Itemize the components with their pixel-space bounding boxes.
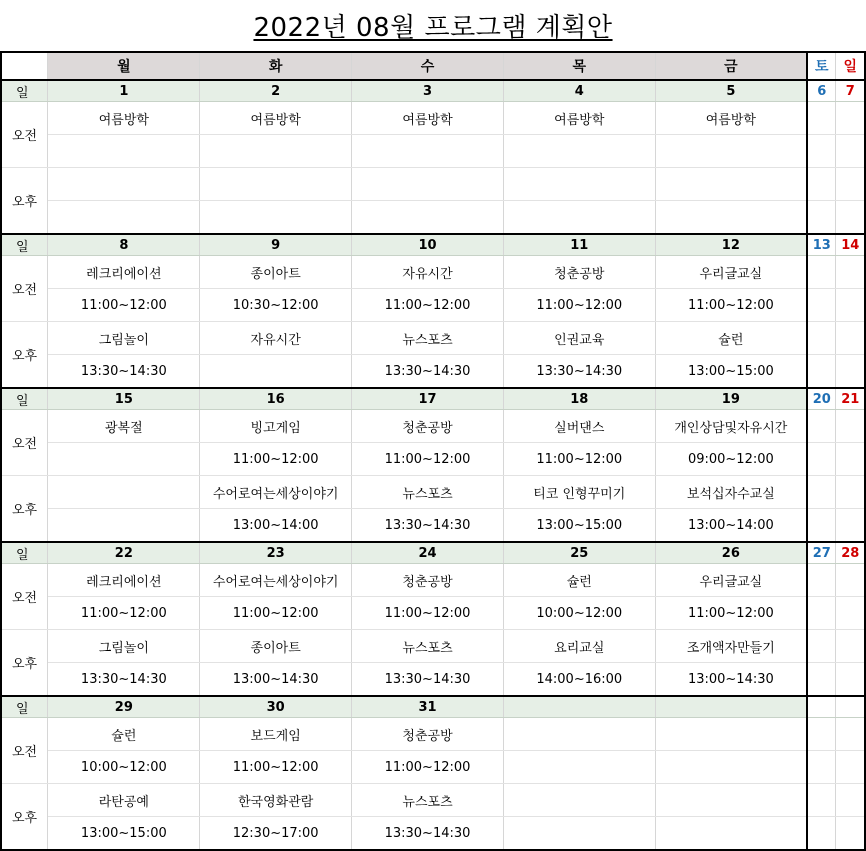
program-cell-thu[interactable]: 인권교육 (503, 322, 655, 355)
time-cell-tue[interactable]: 11:00~12:00 (200, 751, 352, 784)
time-cell-tue[interactable] (200, 355, 352, 389)
saturday-cell[interactable] (807, 168, 836, 201)
sunday-cell[interactable] (836, 597, 865, 630)
date-saturday[interactable]: 13 (807, 234, 836, 256)
date-thu[interactable] (503, 696, 655, 718)
date-tue[interactable]: 30 (200, 696, 352, 718)
time-cell-thu[interactable]: 11:00~12:00 (503, 289, 655, 322)
saturday-cell[interactable] (807, 256, 836, 289)
sunday-cell[interactable] (836, 443, 865, 476)
am-program-row (1, 564, 865, 597)
sunday-cell[interactable] (836, 817, 865, 851)
time-cell-mon[interactable]: 10:00~12:00 (48, 751, 200, 784)
date-thu[interactable]: 25 (503, 542, 655, 564)
time-cell-thu[interactable] (503, 817, 655, 851)
saturday-cell[interactable] (807, 443, 836, 476)
program-cell-tue[interactable]: 한국영화관람 (200, 784, 352, 817)
program-cell-thu[interactable] (503, 168, 655, 201)
am-program-row (1, 410, 865, 443)
program-cell-wed[interactable] (352, 168, 504, 201)
sunday-cell[interactable] (836, 135, 865, 168)
am-label[interactable]: 오전 (1, 256, 48, 322)
date-row (1, 542, 865, 564)
program-cell-mon[interactable]: 라탄공예 (48, 784, 200, 817)
sunday-cell[interactable] (836, 322, 865, 355)
saturday-cell[interactable] (807, 784, 836, 817)
sunday-cell[interactable] (836, 102, 865, 135)
schedule-table (0, 51, 866, 851)
sunday-cell[interactable] (836, 509, 865, 543)
date-saturday[interactable]: 27 (807, 542, 836, 564)
sunday-cell[interactable] (836, 201, 865, 235)
page-title (0, 0, 866, 50)
pm-time-row (1, 201, 865, 235)
header-corner-cell[interactable] (1, 52, 48, 80)
date-saturday[interactable] (807, 696, 836, 718)
date-row (1, 388, 865, 410)
header-tuesday[interactable]: 화 (200, 52, 352, 80)
header-saturday[interactable]: 토 (807, 52, 836, 80)
page-title-text: 2022년 08월 프로그램 계획안 (253, 12, 613, 43)
time-cell-tue[interactable]: 13:00~14:00 (200, 509, 352, 543)
saturday-cell[interactable] (807, 718, 836, 751)
program-cell-mon[interactable]: 그림놀이 (48, 630, 200, 663)
time-cell-thu[interactable]: 13:30~14:30 (503, 355, 655, 389)
saturday-cell[interactable] (807, 135, 836, 168)
saturday-cell[interactable] (807, 102, 836, 135)
program-cell-tue[interactable]: 빙고게임 (200, 410, 352, 443)
date-tue[interactable]: 23 (200, 542, 352, 564)
time-cell-tue[interactable]: 10:30~12:00 (200, 289, 352, 322)
pm-label[interactable]: 오후 (1, 168, 48, 235)
time-cell-thu[interactable] (503, 135, 655, 168)
time-cell-tue[interactable] (200, 201, 352, 235)
time-cell-fri[interactable]: 13:00~14:00 (655, 509, 807, 543)
date-sunday[interactable] (836, 696, 865, 718)
header-friday[interactable]: 금 (655, 52, 807, 80)
program-cell-tue[interactable]: 종이아트 (200, 256, 352, 289)
time-cell-fri[interactable]: 13:00~15:00 (655, 355, 807, 389)
time-cell-tue[interactable] (200, 135, 352, 168)
program-cell-thu[interactable] (503, 718, 655, 751)
date-row (1, 234, 865, 256)
saturday-cell[interactable] (807, 751, 836, 784)
date-sunday[interactable]: 21 (836, 388, 865, 410)
program-cell-thu[interactable]: 요리교실 (503, 630, 655, 663)
pm-time-row (1, 355, 865, 389)
time-cell-wed[interactable]: 13:30~14:30 (352, 355, 504, 389)
date-row (1, 80, 865, 102)
am-time-row (1, 751, 865, 784)
sunday-cell[interactable] (836, 751, 865, 784)
program-cell-fri[interactable]: 여름방학 (655, 102, 807, 135)
date-fri[interactable]: 19 (655, 388, 807, 410)
sunday-cell[interactable] (836, 476, 865, 509)
saturday-cell[interactable] (807, 663, 836, 697)
day-label[interactable]: 일 (1, 696, 48, 718)
sunday-cell[interactable] (836, 663, 865, 697)
program-cell-wed[interactable]: 청춘공방 (352, 564, 504, 597)
date-fri[interactable]: 5 (655, 80, 807, 102)
program-cell-wed[interactable]: 뉴스포츠 (352, 322, 504, 355)
date-sunday[interactable]: 7 (836, 80, 865, 102)
time-cell-mon[interactable]: 13:30~14:30 (48, 355, 200, 389)
date-mon[interactable]: 8 (48, 234, 200, 256)
date-mon[interactable]: 22 (48, 542, 200, 564)
pm-time-row (1, 663, 865, 697)
pm-program-row (1, 630, 865, 663)
am-time-row (1, 135, 865, 168)
program-cell-tue[interactable]: 수어로여는세상이야기 (200, 564, 352, 597)
am-time-row (1, 597, 865, 630)
sunday-cell[interactable] (836, 784, 865, 817)
date-tue[interactable]: 16 (200, 388, 352, 410)
saturday-cell[interactable] (807, 476, 836, 509)
program-cell-mon[interactable] (48, 168, 200, 201)
sunday-cell[interactable] (836, 564, 865, 597)
time-cell-thu[interactable]: 10:00~12:00 (503, 597, 655, 630)
saturday-cell[interactable] (807, 289, 836, 322)
date-fri[interactable]: 12 (655, 234, 807, 256)
program-cell-fri[interactable] (655, 718, 807, 751)
pm-program-row (1, 784, 865, 817)
program-cell-wed[interactable]: 여름방학 (352, 102, 504, 135)
time-cell-mon[interactable]: 11:00~12:00 (48, 597, 200, 630)
program-cell-mon[interactable]: 그림놀이 (48, 322, 200, 355)
pm-program-row (1, 168, 865, 201)
saturday-cell[interactable] (807, 322, 836, 355)
time-cell-wed[interactable]: 11:00~12:00 (352, 443, 504, 476)
saturday-cell[interactable] (807, 355, 836, 389)
header-sunday[interactable]: 일 (836, 52, 865, 80)
time-cell-wed[interactable]: 13:30~14:30 (352, 663, 504, 697)
program-cell-wed[interactable]: 청춘공방 (352, 410, 504, 443)
date-wed[interactable]: 24 (352, 542, 504, 564)
date-wed[interactable]: 3 (352, 80, 504, 102)
date-fri[interactable]: 26 (655, 542, 807, 564)
am-program-row (1, 102, 865, 135)
program-cell-wed[interactable]: 뉴스포츠 (352, 784, 504, 817)
program-cell-thu[interactable]: 실버댄스 (503, 410, 655, 443)
time-cell-mon[interactable] (48, 509, 200, 543)
pm-label[interactable]: 오후 (1, 784, 48, 851)
date-wed[interactable]: 31 (352, 696, 504, 718)
program-cell-tue[interactable] (200, 168, 352, 201)
time-cell-mon[interactable] (48, 135, 200, 168)
program-cell-fri[interactable]: 슐런 (655, 322, 807, 355)
program-cell-fri[interactable] (655, 168, 807, 201)
am-program-row (1, 256, 865, 289)
day-label[interactable]: 일 (1, 388, 48, 410)
time-cell-wed[interactable]: 13:30~14:30 (352, 817, 504, 851)
time-cell-mon[interactable] (48, 443, 200, 476)
time-cell-tue[interactable]: 13:00~14:30 (200, 663, 352, 697)
am-label[interactable]: 오전 (1, 564, 48, 630)
pm-label[interactable]: 오후 (1, 476, 48, 543)
date-thu[interactable]: 18 (503, 388, 655, 410)
time-cell-wed[interactable]: 11:00~12:00 (352, 597, 504, 630)
time-cell-wed[interactable] (352, 201, 504, 235)
date-saturday[interactable]: 6 (807, 80, 836, 102)
program-cell-fri[interactable]: 우리글교실 (655, 564, 807, 597)
program-cell-tue[interactable]: 자유시간 (200, 322, 352, 355)
header-monday[interactable]: 월 (48, 52, 200, 80)
date-tue[interactable]: 2 (200, 80, 352, 102)
saturday-cell[interactable] (807, 201, 836, 235)
program-cell-thu[interactable]: 여름방학 (503, 102, 655, 135)
time-cell-thu[interactable] (503, 201, 655, 235)
sunday-cell[interactable] (836, 289, 865, 322)
saturday-cell[interactable] (807, 817, 836, 851)
time-cell-thu[interactable]: 13:00~15:00 (503, 509, 655, 543)
program-cell-fri[interactable]: 우리글교실 (655, 256, 807, 289)
time-cell-tue[interactable]: 11:00~12:00 (200, 597, 352, 630)
time-cell-thu[interactable] (503, 751, 655, 784)
program-cell-mon[interactable]: 여름방학 (48, 102, 200, 135)
program-cell-wed[interactable]: 청춘공방 (352, 718, 504, 751)
time-cell-fri[interactable]: 11:00~12:00 (655, 597, 807, 630)
time-cell-thu[interactable]: 14:00~16:00 (503, 663, 655, 697)
pm-time-row (1, 817, 865, 851)
program-cell-mon[interactable]: 슐런 (48, 718, 200, 751)
date-mon[interactable]: 29 (48, 696, 200, 718)
time-cell-mon[interactable] (48, 201, 200, 235)
time-cell-mon[interactable]: 11:00~12:00 (48, 289, 200, 322)
program-cell-fri[interactable]: 보석십자수교실 (655, 476, 807, 509)
time-cell-mon[interactable]: 13:00~15:00 (48, 817, 200, 851)
program-cell-thu[interactable] (503, 784, 655, 817)
am-program-row (1, 718, 865, 751)
date-sunday[interactable]: 28 (836, 542, 865, 564)
program-cell-mon[interactable]: 광복절 (48, 410, 200, 443)
time-cell-fri[interactable]: 13:00~14:30 (655, 663, 807, 697)
header-thursday[interactable]: 목 (503, 52, 655, 80)
program-cell-mon[interactable]: 레크리에이션 (48, 564, 200, 597)
am-time-row (1, 443, 865, 476)
date-sunday[interactable]: 14 (836, 234, 865, 256)
time-cell-fri[interactable] (655, 135, 807, 168)
date-thu[interactable]: 4 (503, 80, 655, 102)
weekday-header-row (1, 52, 865, 80)
time-cell-fri[interactable]: 11:00~12:00 (655, 289, 807, 322)
date-wed[interactable]: 17 (352, 388, 504, 410)
saturday-cell[interactable] (807, 509, 836, 543)
program-cell-tue[interactable]: 수어로여는세상이야기 (200, 476, 352, 509)
sunday-cell[interactable] (836, 355, 865, 389)
day-label[interactable]: 일 (1, 234, 48, 256)
time-cell-tue[interactable]: 11:00~12:00 (200, 443, 352, 476)
time-cell-thu[interactable]: 11:00~12:00 (503, 443, 655, 476)
date-thu[interactable]: 11 (503, 234, 655, 256)
pm-label[interactable]: 오후 (1, 322, 48, 389)
pm-program-row (1, 322, 865, 355)
date-mon[interactable]: 1 (48, 80, 200, 102)
date-wed[interactable]: 10 (352, 234, 504, 256)
time-cell-fri[interactable]: 09:00~12:00 (655, 443, 807, 476)
saturday-cell[interactable] (807, 410, 836, 443)
program-cell-wed[interactable]: 뉴스포츠 (352, 476, 504, 509)
program-cell-mon[interactable]: 레크리에이션 (48, 256, 200, 289)
program-cell-thu[interactable]: 슐런 (503, 564, 655, 597)
time-cell-tue[interactable]: 12:30~17:00 (200, 817, 352, 851)
date-mon[interactable]: 15 (48, 388, 200, 410)
program-cell-fri[interactable] (655, 784, 807, 817)
program-cell-tue[interactable]: 종이아트 (200, 630, 352, 663)
am-label[interactable]: 오전 (1, 718, 48, 784)
date-saturday[interactable]: 20 (807, 388, 836, 410)
time-cell-fri[interactable] (655, 751, 807, 784)
saturday-cell[interactable] (807, 597, 836, 630)
pm-program-row (1, 476, 865, 509)
sunday-cell[interactable] (836, 168, 865, 201)
time-cell-mon[interactable]: 13:30~14:30 (48, 663, 200, 697)
program-cell-wed[interactable]: 뉴스포츠 (352, 630, 504, 663)
sunday-cell[interactable] (836, 630, 865, 663)
time-cell-wed[interactable] (352, 135, 504, 168)
program-cell-thu[interactable]: 티코 인형꾸미기 (503, 476, 655, 509)
program-cell-fri[interactable]: 조개액자만들기 (655, 630, 807, 663)
pm-time-row (1, 509, 865, 543)
program-cell-mon[interactable] (48, 476, 200, 509)
time-cell-wed[interactable]: 13:30~14:30 (352, 509, 504, 543)
time-cell-wed[interactable]: 11:00~12:00 (352, 289, 504, 322)
am-label[interactable]: 오전 (1, 410, 48, 476)
sunday-cell[interactable] (836, 718, 865, 751)
program-cell-tue[interactable]: 보드게임 (200, 718, 352, 751)
time-cell-fri[interactable] (655, 817, 807, 851)
date-row (1, 696, 865, 718)
am-label[interactable]: 오전 (1, 102, 48, 168)
program-cell-tue[interactable]: 여름방학 (200, 102, 352, 135)
program-cell-thu[interactable]: 청춘공방 (503, 256, 655, 289)
date-fri[interactable] (655, 696, 807, 718)
saturday-cell[interactable] (807, 630, 836, 663)
time-cell-fri[interactable] (655, 201, 807, 235)
am-time-row (1, 289, 865, 322)
date-tue[interactable]: 9 (200, 234, 352, 256)
program-cell-wed[interactable]: 자유시간 (352, 256, 504, 289)
sunday-cell[interactable] (836, 410, 865, 443)
day-label[interactable]: 일 (1, 542, 48, 564)
program-cell-fri[interactable]: 개인상담및자유시간 (655, 410, 807, 443)
saturday-cell[interactable] (807, 564, 836, 597)
time-cell-wed[interactable]: 11:00~12:00 (352, 751, 504, 784)
header-wednesday[interactable]: 수 (352, 52, 504, 80)
sunday-cell[interactable] (836, 256, 865, 289)
day-label[interactable]: 일 (1, 80, 48, 102)
pm-label[interactable]: 오후 (1, 630, 48, 697)
